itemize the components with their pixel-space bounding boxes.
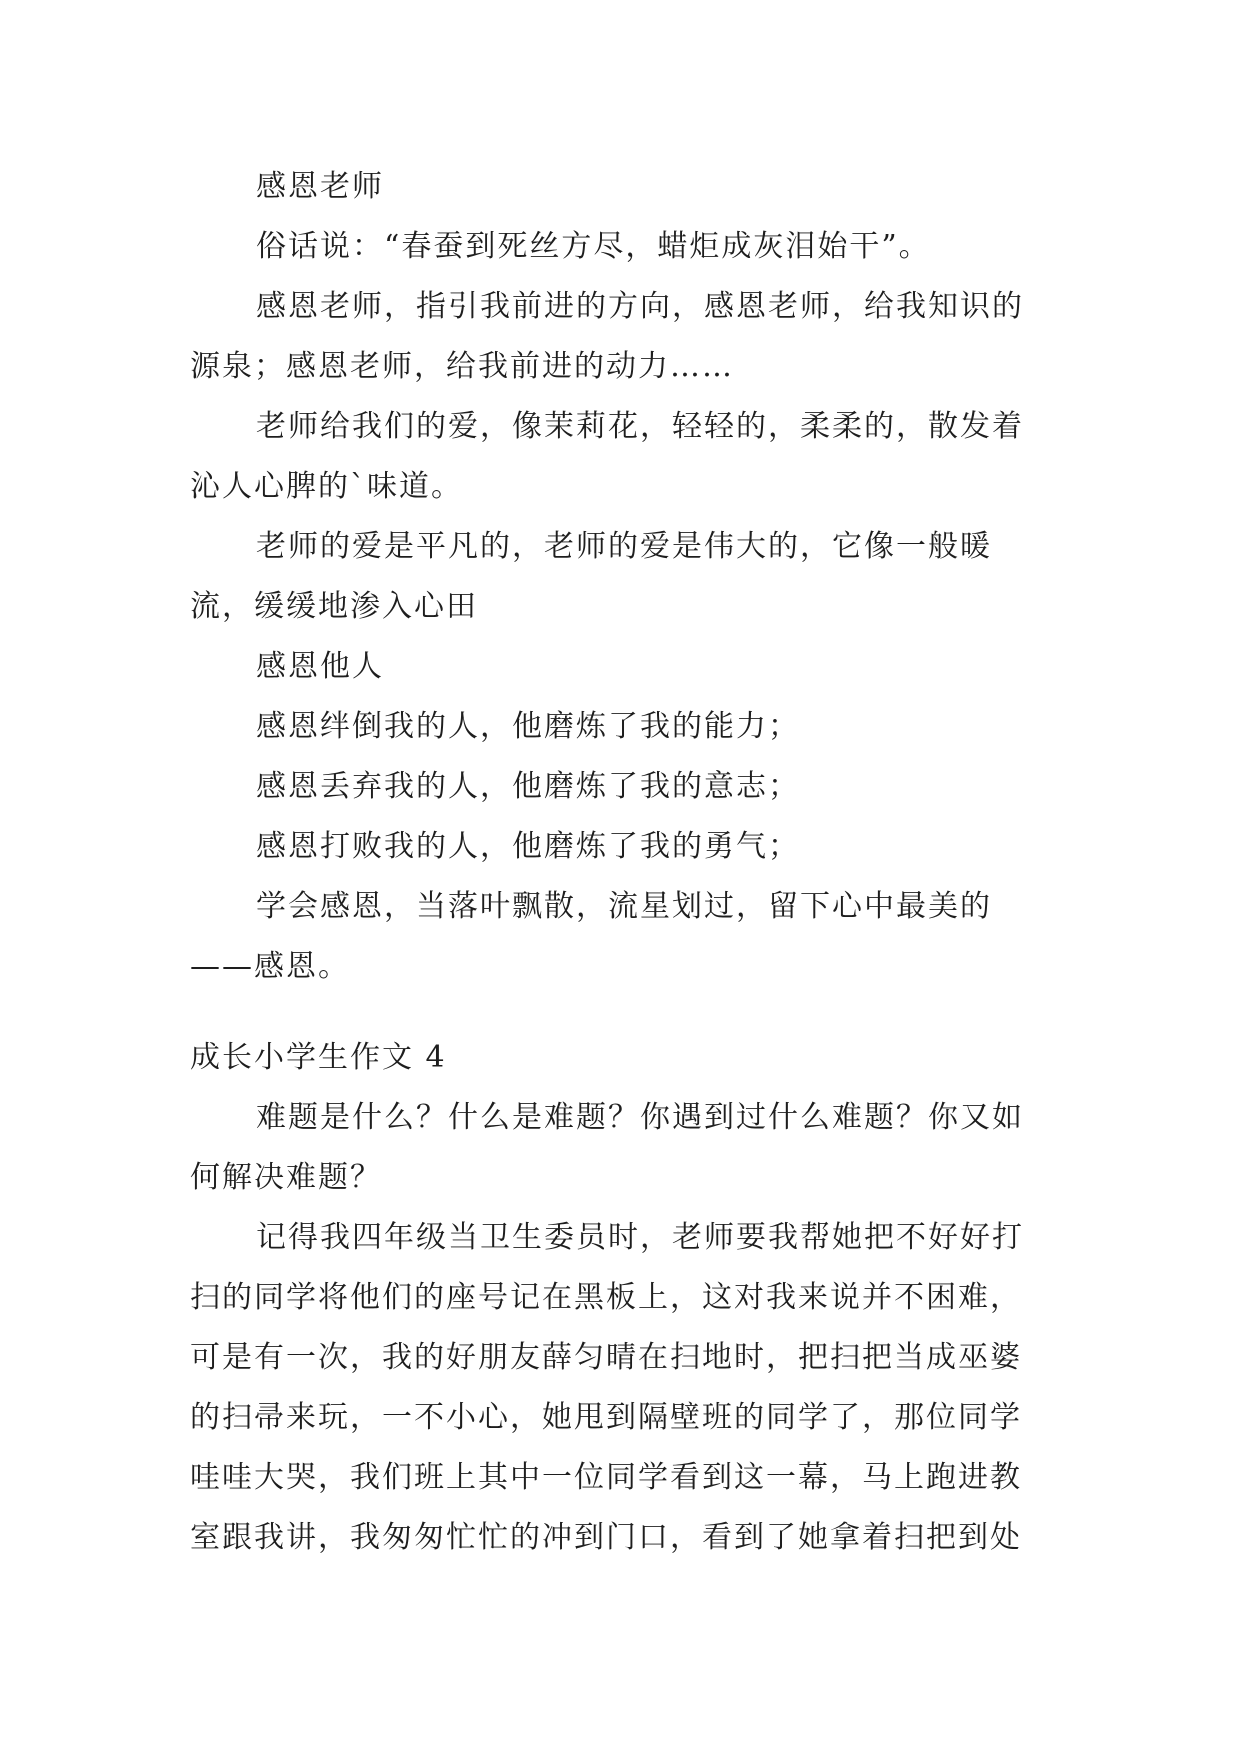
paragraph: 感恩丢弃我的人，他磨炼了我的意志； xyxy=(256,769,800,804)
paragraph: 难题是什么？什么是难题？你遇到过什么难题？你又如何解决难题？ xyxy=(190,1100,1024,1195)
subheading-thank-others: 感恩他人 xyxy=(256,649,384,684)
essay-section-growth xyxy=(190,1028,1050,1568)
paragraph: 感恩打败我的人，他磨炼了我的勇气； xyxy=(256,829,800,864)
paragraph: 感恩绊倒我的人，他磨炼了我的能力； xyxy=(256,709,800,744)
paragraph: 感恩老师，指引我前进的方向，感恩老师，给我知识的源泉；感恩老师，给我前进的动力…… xyxy=(190,289,1024,384)
paragraph: 老师给我们的爱，像茉莉花，轻轻的，柔柔的，散发着沁人心脾的`味道。 xyxy=(190,409,1024,504)
essay-title: 成长小学生作文 4 xyxy=(190,1040,447,1075)
paragraph: 老师的爱是平凡的，老师的爱是伟大的，它像一般暖流，缓缓地渗入心田 xyxy=(190,529,992,624)
subheading-thank-teacher: 感恩老师 xyxy=(256,169,384,204)
essay-section-gratitude xyxy=(190,157,1050,997)
paragraph: 学会感恩，当落叶飘散，流星划过，留下心中最美的——感恩。 xyxy=(190,889,992,984)
paragraph: 俗话说：“春蚕到死丝方尽，蜡炬成灰泪始干”。 xyxy=(256,229,931,264)
paragraph: 记得我四年级当卫生委员时，老师要我帮她把不好好打扫的同学将他们的座号记在黑板上，这对我来说并不困难，可是有一次，我的好朋友薛匀晴在扫地时，把扫把当成巫婆的扫帚来玩，一不小心，她甩到隔壁班的同学了，那位同学哇哇大哭，我们班上其中一位同学看到这一幕，马上跑进教室跟我讲，我匆匆忙忙的冲到门口，看到了她拿着扫把到处 xyxy=(190,1220,1024,1555)
